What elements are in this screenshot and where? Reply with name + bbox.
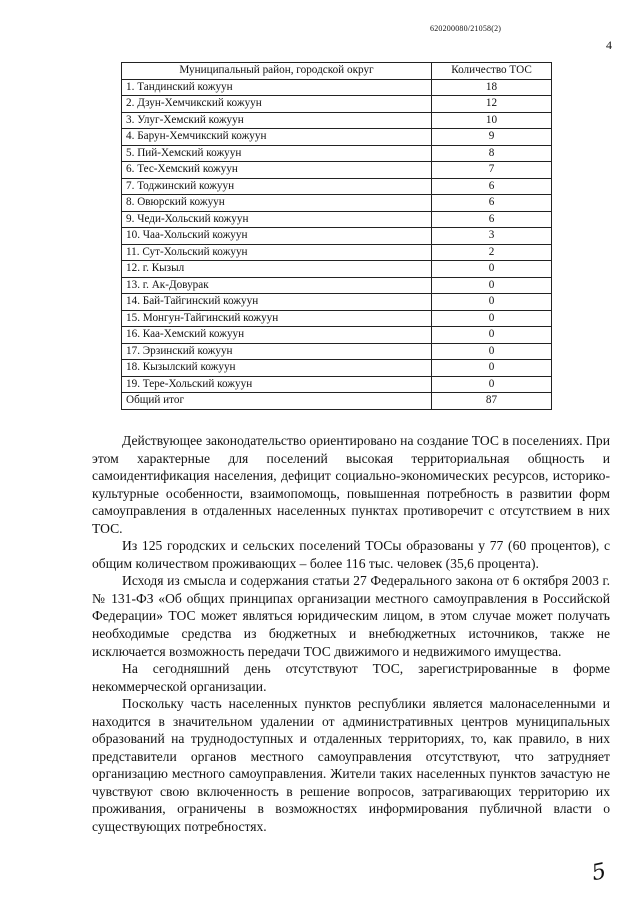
paragraph: Действующее законодательство ориентировано на создание ТОС в поселениях. При этом характерные для поселений высокая территориальная общность и самоидентификация населения, дефицит социально-экономических ресурсов, историко-культурные особенности, взаимопомощь, повышенная потребность в развитии форм самоуправления в отдаленных населенных пунктах противоречит с отсутствием в них ТОС. bbox=[92, 433, 610, 536]
tos-count-cell: 0 bbox=[432, 376, 552, 393]
tos-count-cell: 7 bbox=[432, 162, 552, 179]
tos-table bbox=[121, 62, 552, 410]
tos-count-cell: 6 bbox=[432, 195, 552, 212]
tos-count-cell: 10 bbox=[432, 112, 552, 129]
tos-count-cell: 8 bbox=[432, 145, 552, 162]
table-total-row bbox=[122, 393, 552, 410]
table-row bbox=[122, 228, 552, 245]
handwritten-page-mark: 5 bbox=[589, 858, 609, 887]
table-row bbox=[122, 261, 552, 278]
district-name-cell: 19. Тере-Хольский кожуун bbox=[122, 376, 432, 393]
tos-count-cell: 6 bbox=[432, 178, 552, 195]
table-row bbox=[122, 277, 552, 294]
table-row bbox=[122, 79, 552, 96]
table-row bbox=[122, 211, 552, 228]
district-name-cell: 14. Бай-Тайгинский кожуун bbox=[122, 294, 432, 311]
district-name-cell: 17. Эрзинский кожуун bbox=[122, 343, 432, 360]
total-value: 87 bbox=[432, 393, 552, 410]
table-row bbox=[122, 294, 552, 311]
tos-count-cell: 3 bbox=[432, 228, 552, 245]
paragraph: На сегодняшний день отсутствуют ТОС, зарегистрированные в форме некоммерческой организации. bbox=[92, 661, 610, 694]
district-name-cell: 10. Чаа-Хольский кожуун bbox=[122, 228, 432, 245]
document-id: 620200080/21058(2) bbox=[430, 24, 502, 33]
district-name-cell: 18. Кызылский кожуун bbox=[122, 360, 432, 377]
tos-count-cell: 6 bbox=[432, 211, 552, 228]
table-row bbox=[122, 162, 552, 179]
district-name-cell: 13. г. Ак-Довурак bbox=[122, 277, 432, 294]
tos-count-cell: 9 bbox=[432, 129, 552, 146]
column-header-count: Количество ТОС bbox=[432, 63, 552, 80]
district-name-cell: 12. г. Кызыл bbox=[122, 261, 432, 278]
table-row bbox=[122, 195, 552, 212]
district-name-cell: 7. Тоджинский кожуун bbox=[122, 178, 432, 195]
tos-count-cell: 0 bbox=[432, 360, 552, 377]
district-name-cell: 15. Монгун-Тайгинский кожуун bbox=[122, 310, 432, 327]
paragraph: Из 125 городских и сельских поселений ТОСы образованы у 77 (60 процентов), с общим количеством проживающих – более 116 тыс. человек (35,6 процента). bbox=[92, 538, 610, 571]
tos-count-cell: 18 bbox=[432, 79, 552, 96]
table-row bbox=[122, 360, 552, 377]
tos-count-cell: 0 bbox=[432, 261, 552, 278]
tos-count-cell: 0 bbox=[432, 277, 552, 294]
body-text bbox=[92, 432, 610, 836]
table-row bbox=[122, 178, 552, 195]
table-row bbox=[122, 343, 552, 360]
paragraph: Поскольку часть населенных пунктов республики является малонаселенными и находится в значительном удалении от административных центров муниципальных образований на труднодоступных и отдаленных территориях, то, как правило, в них представители органов местного самоуправления отсутствуют, что затрудняет организацию местного самоуправления. Жители таких населенных пунктов зачастую не чувствуют свою включенность в решение вопросов, затрагивающих территорию их проживания, ограничены в возможностях информирования публичной власти о существующих потребностях. bbox=[92, 696, 610, 835]
tos-count-cell: 0 bbox=[432, 294, 552, 311]
tos-count-cell: 2 bbox=[432, 244, 552, 261]
tos-count-cell: 0 bbox=[432, 327, 552, 344]
district-name-cell: 1. Тандинский кожуун bbox=[122, 79, 432, 96]
district-name-cell: 11. Сут-Хольский кожуун bbox=[122, 244, 432, 261]
district-name-cell: 8. Овюрский кожуун bbox=[122, 195, 432, 212]
page-number: 4 bbox=[606, 38, 612, 52]
tos-count-cell: 12 bbox=[432, 96, 552, 113]
table-row bbox=[122, 112, 552, 129]
district-name-cell: 6. Тес-Хемский кожуун bbox=[122, 162, 432, 179]
district-name-cell: 5. Пий-Хемский кожуун bbox=[122, 145, 432, 162]
table-row bbox=[122, 310, 552, 327]
table-row bbox=[122, 129, 552, 146]
district-name-cell: 9. Чеди-Хольский кожуун bbox=[122, 211, 432, 228]
district-name-cell: 4. Барун-Хемчикский кожуун bbox=[122, 129, 432, 146]
table-row bbox=[122, 327, 552, 344]
table-row bbox=[122, 96, 552, 113]
paragraph: Исходя из смысла и содержания статьи 27 Федерального закона от 6 октября 2003 г. № 131-ФЗ «Об общих принципах организации местного самоуправления в Российской Федерации» ТОС может являться юридическим лицом, в этом случае может получать необходимые средства из бюджетных и внебюджетных источников, также не исключается возможность передачи ТОС движимого и недвижимого имущества. bbox=[92, 573, 610, 659]
table-row bbox=[122, 145, 552, 162]
tos-count-cell: 0 bbox=[432, 310, 552, 327]
table-body bbox=[122, 79, 552, 393]
total-label: Общий итог bbox=[122, 393, 432, 410]
column-header-district: Муниципальный район, городской округ bbox=[122, 63, 432, 80]
table-header-row bbox=[122, 63, 552, 80]
district-name-cell: 3. Улуг-Хемский кожуун bbox=[122, 112, 432, 129]
table-row bbox=[122, 244, 552, 261]
district-name-cell: 16. Каа-Хемский кожуун bbox=[122, 327, 432, 344]
district-name-cell: 2. Дзун-Хемчикский кожуун bbox=[122, 96, 432, 113]
table-row bbox=[122, 376, 552, 393]
tos-count-cell: 0 bbox=[432, 343, 552, 360]
